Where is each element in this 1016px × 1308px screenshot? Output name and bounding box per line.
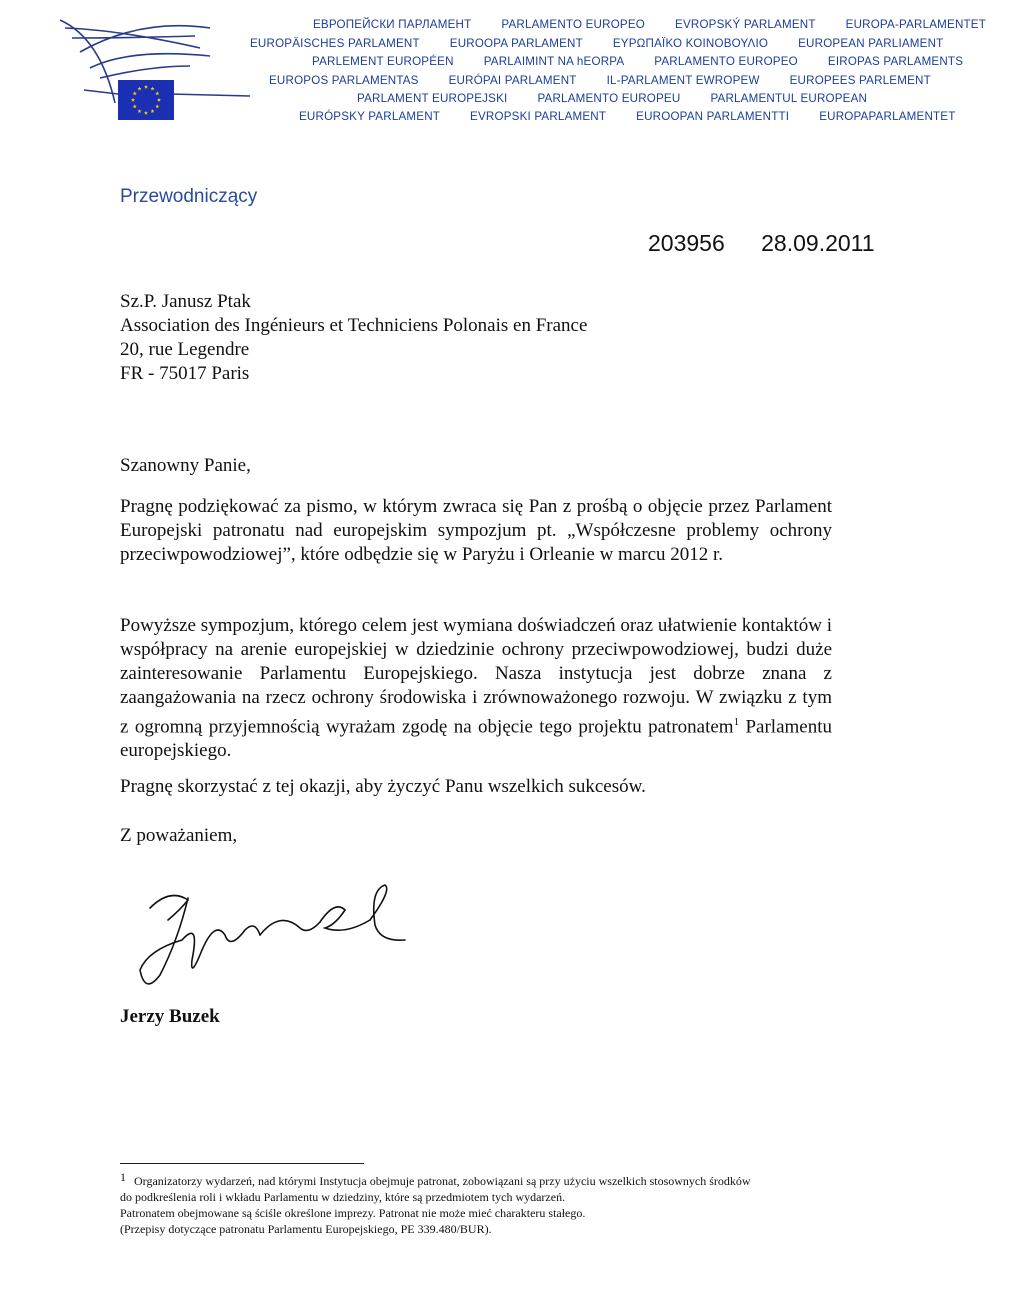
handwritten-signature — [130, 880, 410, 1000]
letterhead-institution-name: ΕΥΡΩΠΑΪΚΟ ΚΟΙΝΟΒΟΥΛΙΟ — [612, 37, 769, 50]
reference-number: 203956 — [648, 230, 725, 256]
letterhead-line — [357, 92, 897, 105]
letterhead-line — [269, 74, 961, 87]
letterhead-institution-name: PARLAMENTO EUROPEO — [501, 18, 646, 31]
european-parliament-logo — [60, 8, 260, 138]
salutation: Szanowny Panie, — [120, 455, 251, 476]
letterhead-institution-name: PARLAMENTO EUROPEO — [654, 55, 798, 68]
paragraph-2-tail: Parlamentu europejskiego. — [120, 716, 833, 762]
letterhead-institution-name: PARLAMENT EUROPEJSKI — [357, 92, 508, 105]
letterhead-institution-name: EUROPÄISCHES PARLAMENT — [250, 37, 420, 50]
closing: Z poważaniem, — [120, 825, 238, 846]
footnote-divider — [120, 1163, 364, 1164]
recipient-address — [120, 290, 587, 386]
footnote-marker: 1 — [120, 1170, 126, 1184]
footnote-line-text: Organizatorzy wydarzeń, nad którymi Instytucja obejmuje patronat, zobowiązani są przy użyciu wszelkich stosownych środków — [134, 1174, 751, 1188]
letterhead-institution-name: EVROPSKI PARLAMENT — [470, 110, 607, 123]
footnote-line — [120, 1170, 840, 1189]
letterhead-institution-name: IL-PARLAMENT EWROPEW — [606, 74, 760, 87]
letterhead-institution-name: EUROPEES PARLEMENT — [789, 74, 931, 87]
paragraph-2 — [120, 614, 832, 763]
letterhead-institution-name: PARLAMENTUL EUROPEAN — [710, 92, 868, 105]
letterhead-institution-name: EUROPAPARLAMENTET — [819, 110, 956, 123]
letterhead-institution-name: EUROPEAN PARLIAMENT — [798, 37, 944, 50]
letterhead-institution-name: ЕВРОПЕЙСКИ ПАРЛАМЕНТ — [313, 18, 472, 31]
footnote-line: Patronatem obejmowane są ściśle określone imprezy. Patronat nie może mieć charakteru stałego. — [120, 1206, 586, 1220]
footnote-line: do podkreślenia roli i wkładu Parlamentu w dziedziny, które są przedmiotem tych wydarzeń. — [120, 1190, 566, 1204]
letterhead-line — [313, 18, 1016, 31]
letterhead-institution-name: EUROOPA PARLAMENT — [449, 37, 583, 50]
sender-role: Przewodniczący — [120, 186, 258, 207]
footnote-reference: 1 — [733, 716, 740, 728]
letterhead-institution-name: EIROPAS PARLAMENTS — [827, 55, 964, 68]
paragraph-2-text: Powyższe sympozjum, którego celem jest wymiana doświadczeń oraz ułatwienie kontaktów i współpracy na arenie europejskiej w dziedzinie ochrony przeciwpowodziowej, budzi duże zainteresowanie Parlamentu Europejskiego. Nasza instytucja jest dobrze znana z zaangażowania na rzecz ochrony środowiska i zrównoważonego rozwoju. W związku z tym z ogromną przyjemnością wyrażam zgodę na objęcie tego projektu patronatem — [120, 615, 832, 738]
footnote-line: (Przepisy dotyczące patronatu Parlamentu Europejskiego, PE 339.480/BUR). — [120, 1222, 492, 1236]
letterhead-institution-name: EURÓPAI PARLAMENT — [448, 74, 577, 87]
letterhead-institution-name: EURÓPSKY PARLAMENT — [299, 110, 441, 123]
footnote — [120, 1170, 840, 1237]
recipient-organization: Association des Ingénieurs et Techniciens Polonais en France — [120, 315, 588, 336]
letterhead-line — [312, 55, 993, 68]
letterhead-institution-name: EVROPSKÝ PARLAMENT — [675, 18, 816, 31]
signer-name: Jerzy Buzek — [120, 1006, 220, 1027]
paragraph-1: Pragnę podziękować za pismo, w którym zwraca się Pan z prośbą o objęcie przez Parlament Europejski patronatu nad europejskim sympozjum pt. „Współczesne problemy ochrony przeciwpowodziowej”, które odbędzie się w Paryżu i Orleanie w marcu 2012 r. — [120, 496, 832, 565]
recipient-city: FR - 75017 Paris — [120, 363, 250, 384]
letterhead-institution-name: EUROPA-PARLAMENTET — [845, 18, 987, 31]
letter-date: 28.09.2011 — [761, 230, 875, 256]
recipient-street: 20, rue Legendre — [120, 339, 250, 360]
letterhead-institution-name: EUROPOS PARLAMENTAS — [269, 74, 419, 87]
letterhead-institution-name: PARLAMENTO EUROPEU — [537, 92, 681, 105]
reference-and-date — [648, 230, 875, 257]
letterhead-institution-name: PARLAIMINT NA hEORPA — [483, 55, 625, 68]
letterhead-institution-name: PARLEMENT EUROPÉEN — [312, 55, 454, 68]
paragraph-3: Pragnę skorzystać z tej okazji, aby życzyć Panu wszelkich sukcesów. — [120, 776, 646, 797]
letterhead-institution-name: EUROOPAN PARLAMENTTI — [636, 110, 790, 123]
recipient-name: Sz.P. Janusz Ptak — [120, 291, 251, 312]
letterhead-line — [250, 37, 973, 50]
letterhead-line — [299, 110, 986, 123]
